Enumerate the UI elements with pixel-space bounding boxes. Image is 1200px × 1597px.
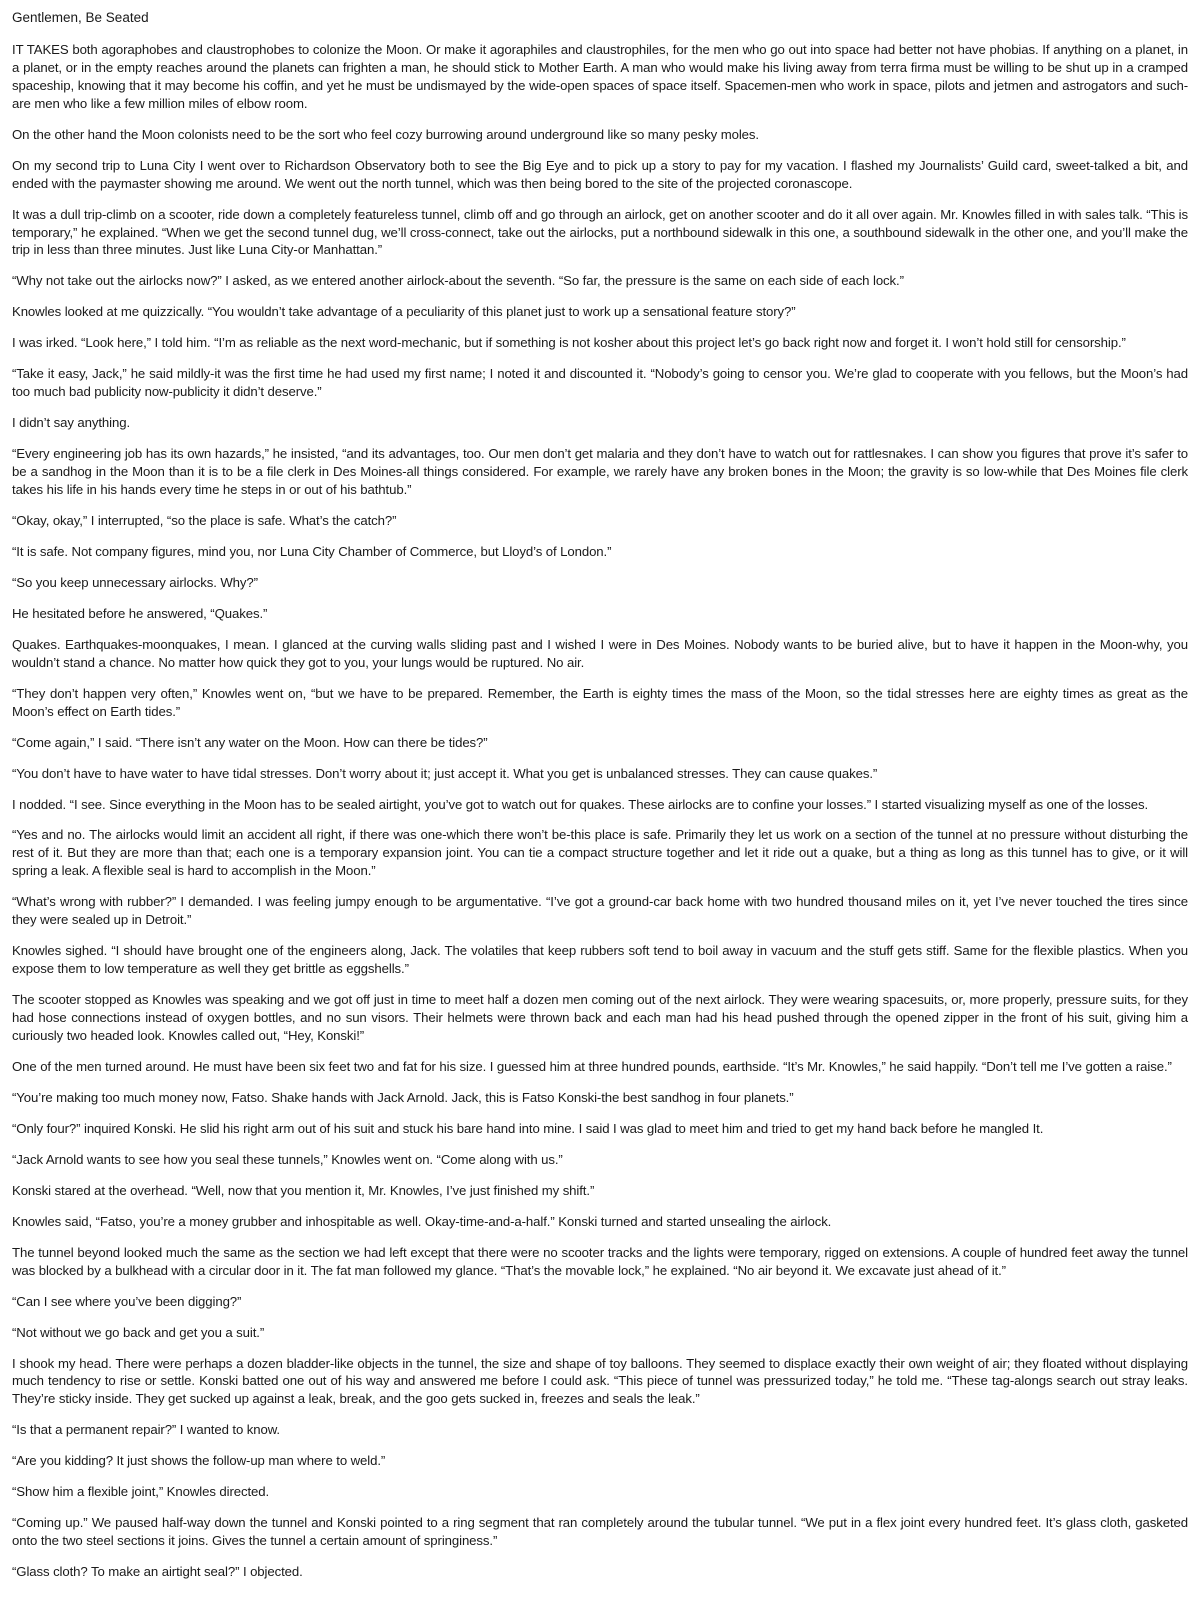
- paragraph: “Take it easy, Jack,” he said mildly-it was the first time he had used my first name; I noted it and discounted it. “Nobody’s going to censor you. We’re glad to cooperate with you fellows, but the Moon’s had too much bad publicity now-publicity it didn’t deserve.”: [12, 366, 1188, 400]
- paragraph: “Show him a flexible joint,” Knowles directed.: [12, 1484, 270, 1500]
- paragraph: Quakes. Earthquakes-moonquakes, I mean. I glanced at the curving walls sliding past and I wished I were in Des Moines. Nobody wants to be buried alive, but to have it happen in the Moon-why, you wouldn’t stand a chance. No matter how quick they got to you, your lungs would be ruptured. No air.: [12, 636, 1188, 670]
- paragraph: “Glass cloth? To make an airtight seal?” I objected.: [12, 1564, 303, 1580]
- paragraph: The scooter stopped as Knowles was speaking and we got off just in time to meet half a dozen men coming out of the next airlock. They were wearing spacesuits, or, more properly, pressure suits, for they had hose connections instead of oxygen bottles, and no sun visors. Their helmets were thrown back and each man had his head pushed through the opened zipper in the front of his suit, giving him a curiously two headed look. Knowles called out, “Hey, Konski!”: [12, 992, 1188, 1044]
- paragraph: “Is that a permanent repair?” I wanted to know.: [12, 1422, 280, 1438]
- paragraph: “Come again,” I said. “There isn’t any water on the Moon. How can there be tides?”: [12, 734, 488, 750]
- paragraph: IT TAKES both agoraphobes and claustrophobes to colonize the Moon. Or make it agoraphiles and claustrophiles, for the men who go out into space had better not have phobias. If anything on a planet, in a planet, or in the empty reaches around the planets can frighten a man, he should stick to Mother Earth. A man who would make his living away from terra firma must be willing to be shut up in a cramped spaceship, knowing that it may become his coffin, and yet he must be undismayed by the wide-open spaces of space itself. Spacemen-men who work in space, pilots and jetmen and astrogators and such-are men who like a few million miles of elbow room.: [12, 41, 1188, 111]
- paragraph: “You’re making too much money now, Fatso. Shake hands with Jack Arnold. Jack, this is Fatso Konski-the best sandhog in four planets.”: [12, 1089, 794, 1105]
- paragraph: “It is safe. Not company figures, mind you, nor Luna City Chamber of Commerce, but Lloyd’s of London.”: [12, 543, 612, 559]
- paragraph: “Not without we go back and get you a suit.”: [12, 1324, 265, 1340]
- paragraph: “Every engineering job has its own hazards,” he insisted, “and its advantages, too. Our men don’t get malaria and they don’t have to watch out for rattlesnakes. I can show you figures that prove it’s safer to be a sandhog in the Moon than it is to be a file clerk in Des Moines-all things considered. For example, we rarely have any broken bones in the Moon; the gravity is so low-while that Des Moines file clerk takes his life in his hands every time he steps in or out of his bathtub.”: [12, 446, 1188, 498]
- paragraph: “Are you kidding? It just shows the follow-up man where to weld.”: [12, 1453, 386, 1469]
- paragraph: I didn’t say anything.: [12, 415, 131, 431]
- paragraph: It was a dull trip-climb on a scooter, ride down a completely featureless tunnel, climb off and go through an airlock, get on another scooter and do it all over again. Mr. Knowles filled in with sales talk. “This is temporary,” he explained. “When we get the second tunnel dug, we’ll cross-connect, take out the airlocks, put a northbound sidewalk in this one, a southbound sidewalk in the other one, and you’ll make the trip in less than three minutes. Just like Luna City-or Manhattan.”: [12, 206, 1188, 258]
- paragraph: “Jack Arnold wants to see how you seal these tunnels,” Knowles went on. “Come along with us.”: [12, 1151, 563, 1167]
- paragraph: “So you keep unnecessary airlocks. Why?”: [12, 574, 258, 590]
- paragraph: “They don’t happen very often,” Knowles went on, “but we have to be prepared. Remember, the Earth is eighty times the mass of the Moon, so the tidal stresses here are eighty times as great as the Moon’s effect on Earth tides.”: [12, 685, 1188, 719]
- paragraph: “You don’t have to have water to have tidal stresses. Don’t worry about it; just accept it. What you get is unbalanced stresses. They can cause quakes.”: [12, 765, 878, 781]
- paragraph: I was irked. “Look here,” I told him. “I’m as reliable as the next word-mechanic, but if something is not kosher about this project let’s go back right now and forget it. I won’t hold still for censorship.”: [12, 335, 1126, 351]
- document-body: [12, 41, 1188, 1581]
- paragraph: One of the men turned around. He must have been six feet two and fat for his size. I guessed him at three hundred pounds, earthside. “It’s Mr. Knowles,” he said happily. “Don’t tell me I’ve gotten a raise.”: [12, 1059, 1172, 1074]
- paragraph: On my second trip to Luna City I went over to Richardson Observatory both to see the Big Eye and to pick up a story to pay for my vacation. I flashed my Journalists’ Guild card, sweet-talked a bit, and ended with the paymaster showing me around. We went out the north tunnel, which was then being bored to the site of the projected coronascope.: [12, 157, 1188, 191]
- paragraph: “Only four?” inquired Konski. He slid his right arm out of his suit and stuck his bare hand into mine. I said I was glad to meet him and tried to get my hand back before he mangled It.: [12, 1120, 1044, 1136]
- paragraph: I shook my head. There were perhaps a dozen bladder-like objects in the tunnel, the size and shape of toy balloons. They seemed to displace exactly their own weight of air; they floated without displaying much tendency to rise or settle. Konski batted one out of his way and answered me before I could ask. “This piece of tunnel was pressurized today,” he told me. “These tag-alongs search out stray leaks. They’re sticky inside. They get sucked up against a leak, break, and the goo gets sucked in, freezes and seals the leak.”: [12, 1355, 1188, 1407]
- page-title: Gentlemen, Be Seated: [12, 10, 149, 25]
- paragraph: “Can I see where you’ve been digging?”: [12, 1293, 242, 1309]
- paragraph: “What’s wrong with rubber?” I demanded. I was feeling jumpy enough to be argumentative. “I’ve got a ground-car back home with two hundred thousand miles on it, yet I’ve never touched the tires since they were sealed up in Detroit.”: [12, 894, 1188, 928]
- paragraph: The tunnel beyond looked much the same as the section we had left except that there were no scooter tracks and the lights were temporary, rigged on extensions. A couple of hundred feet away the tunnel was blocked by a bulkhead with a circular door in it. The fat man followed my glance. “That’s the movable lock,” he explained. “No air beyond it. We excavate just ahead of it.”: [12, 1244, 1188, 1278]
- paragraph: I nodded. “I see. Since everything in the Moon has to be sealed airtight, you’ve got to watch out for quakes. These airlocks are to confine your losses.” I started visualizing myself as one of the losses.: [12, 796, 1149, 812]
- paragraph: On the other hand the Moon colonists need to be the sort who feel cozy burrowing around underground like so many pesky moles.: [12, 126, 759, 142]
- paragraph: Knowles sighed. “I should have brought one of the engineers along, Jack. The volatiles that keep rubbers soft tend to boil away in vacuum and the stuff gets stiff. Same for the flexible plastics. When you expose them to low temperature as well they get brittle as eggshells.”: [12, 943, 1188, 977]
- paragraph: “Coming up.” We paused half-way down the tunnel and Konski pointed to a ring segment that ran completely around the tubular tunnel. “We put in a flex joint every hundred feet. It’s glass cloth, gasketed onto the two steel sections it joins. Gives the tunnel a certain amount of springiness.”: [12, 1515, 1188, 1549]
- paragraph: “Okay, okay,” I interrupted, “so the place is safe. What’s the catch?”: [12, 512, 397, 528]
- paragraph: He hesitated before he answered, “Quakes.”: [12, 605, 268, 621]
- paragraph: “Why not take out the airlocks now?” I asked, as we entered another airlock-about the seventh. “So far, the pressure is the same on each side of each lock.”: [12, 273, 904, 289]
- paragraph: Knowles said, “Fatso, you’re a money grubber and inhospitable as well. Okay-time-and-a-half.” Konski turned and started unsealing the airlock.: [12, 1213, 832, 1229]
- paragraph: Knowles looked at me quizzically. “You wouldn’t take advantage of a peculiarity of this planet just to work up a sensational feature story?”: [12, 304, 796, 320]
- paragraph: “Yes and no. The airlocks would limit an accident all right, if there was one-which there won’t be-this place is safe. Primarily they let us work on a section of the tunnel at no pressure without disturbing the rest of it. But they are more than that; each one is a temporary expansion joint. You can tie a compact structure together and let it ride out a quake, but a thing as long as this tunnel has to give, or it will spring a leak. A flexible seal is hard to accomplish in the Moon.”: [12, 827, 1188, 879]
- paragraph: Konski stared at the overhead. “Well, now that you mention it, Mr. Knowles, I’ve just finished my shift.”: [12, 1182, 595, 1198]
